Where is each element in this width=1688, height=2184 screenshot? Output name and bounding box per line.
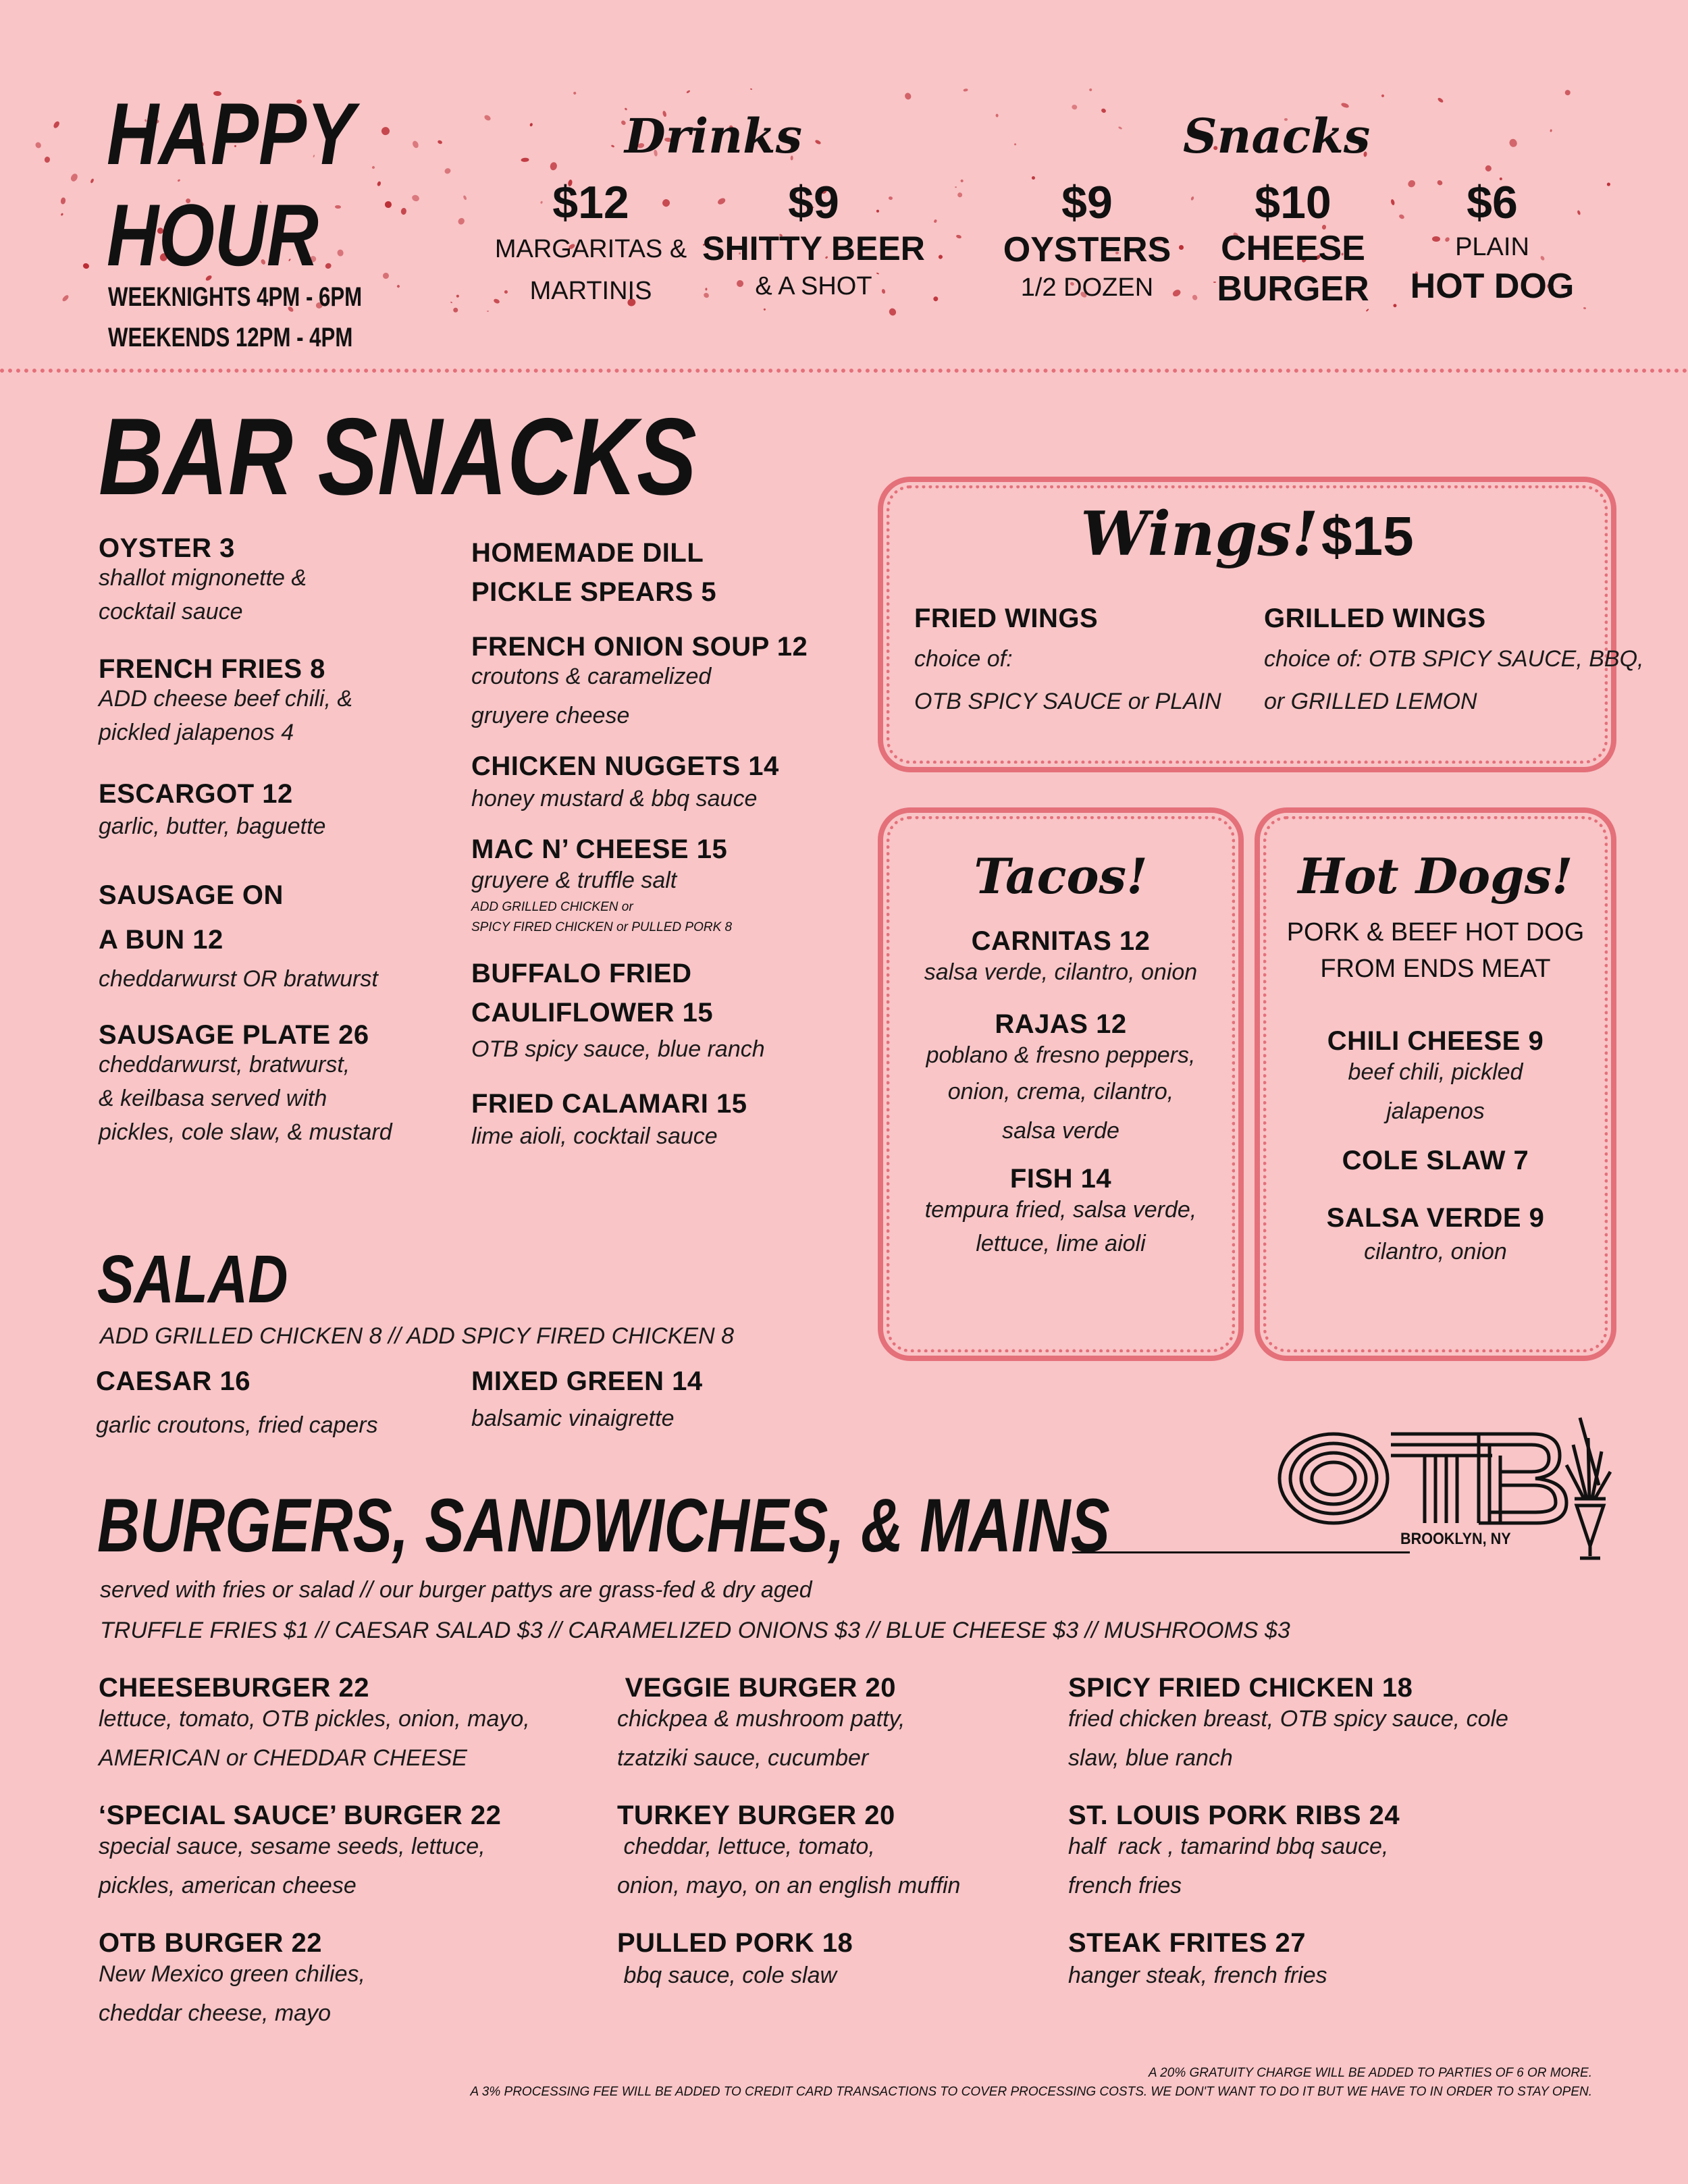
- menu-item-name: CHICKEN NUGGETS 14: [471, 751, 779, 781]
- tacos-content: [878, 843, 1244, 1260]
- mains-sides: TRUFFLE FRIES $1 // CAESAR SALAD $3 // CARAMELIZED ONIONS $3 // BLUE CHEESE $3 // MUSHROOMS $3: [100, 1618, 1290, 1643]
- splatter-dot: [44, 157, 51, 163]
- hh-line2: HOT DOG: [1410, 267, 1575, 306]
- menu-item-desc: honey mustard & bbq sauce: [471, 786, 758, 811]
- splatter-dot: [1392, 303, 1397, 308]
- menu-item-desc: cheddar, lettuce, tomato,: [617, 1834, 875, 1859]
- happy-hour-title-line1: HAPPY: [107, 84, 355, 183]
- hh-line1: OYSTERS: [1003, 230, 1171, 269]
- footer-gratuity: A 20% GRATUITY CHARGE WILL BE ADDED TO PARTIES OF 6 OR MORE.: [1148, 2066, 1592, 2080]
- splatter-dot: [1117, 126, 1122, 130]
- splatter-dot: [1014, 143, 1017, 146]
- menu-item-name: ESCARGOT 12: [99, 779, 293, 809]
- splatter-dot: [70, 173, 79, 183]
- menu-item-desc: shallot mignonette &: [99, 565, 307, 591]
- menu-item-desc: tzatziki sauce, cucumber: [617, 1745, 869, 1771]
- menu-item-desc: pickles, cole slaw, & mustard: [99, 1119, 392, 1145]
- menu-item-desc: onion, crema, cilantro,: [947, 1079, 1174, 1104]
- hh-drink-beer: [702, 177, 925, 304]
- splatter-dot: [934, 219, 938, 223]
- splatter-dot: [1072, 104, 1078, 110]
- hh-snack-hotdog: [1404, 177, 1580, 307]
- menu-item-desc: cilantro, onion: [1364, 1239, 1507, 1264]
- splatter-dot: [957, 191, 964, 198]
- splatter-dot: [456, 217, 466, 226]
- splatter-dot: [550, 161, 558, 170]
- hh-line1: MARGARITAS &: [494, 235, 687, 263]
- hh-line2: BURGER: [1217, 269, 1369, 309]
- menu-item-name: OTB BURGER 22: [99, 1928, 322, 1958]
- menu-item-desc: cheddarwurst OR bratwurst: [99, 966, 378, 992]
- menu-item-name: A BUN 12: [99, 925, 223, 955]
- menu-item-name: FISH 14: [1009, 1164, 1112, 1194]
- splatter-dot: [62, 294, 70, 302]
- splatter-dot: [521, 158, 529, 162]
- wings-heading: [878, 498, 1616, 570]
- splatter-dot: [1390, 198, 1396, 205]
- splatter-dot: [529, 122, 533, 127]
- splatter-dot: [483, 114, 492, 122]
- splatter-dot: [412, 140, 420, 149]
- menu-item-desc: ADD cheese beef chili, &: [99, 686, 353, 712]
- snacks-heading: Snacks: [1183, 108, 1371, 164]
- menu-item-name: FRENCH ONION SOUP 12: [471, 632, 808, 662]
- splatter-dot: [1088, 88, 1092, 91]
- splatter-dot: [82, 263, 90, 270]
- menu-item-desc: New Mexico green chilies,: [99, 1961, 365, 1987]
- menu-item-name: COLE SLAW 7: [1342, 1146, 1529, 1175]
- menu-item-desc: salsa verde, cilantro, onion: [924, 959, 1198, 985]
- splatter-dot: [396, 284, 400, 288]
- menu-item-desc: & keilbasa served with: [99, 1086, 327, 1111]
- splatter-dot: [932, 296, 938, 302]
- hh-line2: 1/2 DOZEN: [1020, 273, 1154, 302]
- salad-title: SALAD: [97, 1242, 288, 1317]
- splatter-dot: [52, 120, 60, 129]
- splatter-dot: [335, 205, 341, 209]
- menu-item-desc: fried chicken breast, OTB spicy sauce, cole: [1068, 1706, 1508, 1732]
- menu-item-desc: half rack , tamarind bbq sauce,: [1068, 1834, 1389, 1859]
- menu-item-name: FRIED WINGS: [914, 604, 1099, 633]
- menu-item-desc: cheddar cheese, mayo: [99, 2000, 331, 2026]
- splatter-dot: [955, 186, 957, 188]
- splatter-dot: [34, 141, 43, 149]
- splatter-dot: [888, 307, 897, 317]
- happy-hour-weeknights: WEEKNIGHTS 4PM - 6PM: [108, 282, 363, 312]
- menu-item-desc: poblano & fresno peppers,: [926, 1042, 1196, 1068]
- splatter-dot: [337, 249, 344, 257]
- menu-item-name: CHILI CHEESE 9: [1327, 1026, 1544, 1056]
- wings-title: Wings!: [1080, 498, 1319, 570]
- menu-item-name: CAULIFLOWER 15: [471, 998, 714, 1028]
- hh-price: $9: [788, 177, 839, 228]
- menu-item-desc: or GRILLED LEMON: [1264, 689, 1477, 714]
- menu-item-name: SPICY FRIED CHICKEN 18: [1068, 1673, 1413, 1703]
- hh-line2: MARTINIS: [529, 277, 652, 305]
- menu-item-name: PICKLE SPEARS 5: [471, 577, 717, 607]
- menu-item-desc: hanger steak, french fries: [1068, 1963, 1327, 1988]
- menu-item-desc: lettuce, lime aioli: [976, 1231, 1146, 1256]
- splatter-dot: [1190, 196, 1194, 201]
- splatter-dot: [400, 208, 406, 215]
- splatter-dot: [487, 310, 489, 311]
- hh-price: $6: [1467, 177, 1518, 228]
- menu-item-desc: AMERICAN or CHEDDAR CHEESE: [99, 1745, 467, 1771]
- hh-line1: CHEESE: [1221, 229, 1365, 268]
- menu-item-desc: gruyere cheese: [471, 703, 630, 728]
- menu-item-desc: special sauce, sesame seeds, lettuce,: [99, 1834, 485, 1859]
- splatter-dot: [611, 144, 615, 148]
- mains-col1: [99, 1673, 530, 2033]
- menu-item-name: VEGGIE BURGER 20: [617, 1673, 897, 1703]
- splatter-dot: [438, 140, 444, 145]
- menu-item-name: TURKEY BURGER 20: [617, 1801, 895, 1830]
- menu-item-desc: lime aioli, cocktail sauce: [471, 1123, 718, 1149]
- otb-logo-location: BROOKLYN, NY: [1400, 1530, 1511, 1548]
- bar-snacks-title: BAR SNACKS: [99, 396, 697, 518]
- happy-hour-weekends: WEEKENDS 12PM - 4PM: [108, 323, 353, 352]
- splatter-dot: [960, 179, 964, 182]
- splatter-dot: [1381, 94, 1385, 98]
- menu-item-desc: pickled jalapenos 4: [99, 720, 294, 745]
- splatter-dot: [61, 197, 66, 204]
- splatter-dot: [1565, 89, 1571, 95]
- menu-item-name: OYSTER 3: [99, 533, 235, 563]
- mains-title-underline: [1072, 1551, 1410, 1553]
- menu-item-name: PULLED PORK 18: [617, 1928, 853, 1958]
- splatter-dot: [1508, 138, 1518, 148]
- happy-hour-title-line2: HOUR: [107, 186, 319, 284]
- hh-line1: SHITTY BEER: [702, 230, 925, 267]
- menu-item-name: HOMEMADE DILL: [471, 538, 704, 568]
- menu-item-name: SAUSAGE PLATE 26: [99, 1020, 369, 1050]
- splatter-dot: [764, 308, 766, 311]
- menu-item-desc: slaw, blue ranch: [1068, 1745, 1233, 1771]
- splatter-dot: [411, 194, 421, 203]
- menu-item-desc: gruyere & truffle salt: [471, 868, 677, 893]
- mains-note: served with fries or salad // our burger pattys are grass-fed & dry aged: [100, 1577, 812, 1603]
- splatter-dot: [573, 91, 577, 95]
- splatter-dot: [750, 88, 753, 90]
- drinks-heading: Drinks: [625, 108, 802, 164]
- splatter-dot: [385, 201, 392, 208]
- menu-item-name: FRENCH FRIES 8: [99, 654, 325, 684]
- menu-item-desc: chickpea & mushroom patty,: [617, 1706, 905, 1732]
- splatter-dot: [1101, 108, 1107, 114]
- mains-col2: [617, 1673, 960, 1995]
- tacos-title: Tacos!: [974, 847, 1148, 905]
- splatter-dot: [1583, 307, 1586, 309]
- splatter-dot: [90, 178, 95, 184]
- splatter-dot: [1438, 97, 1444, 103]
- hh-snack-cheeseburger: [1195, 177, 1391, 309]
- hh-snack-oysters: [986, 177, 1188, 304]
- menu-item-desc: garlic, butter, baguette: [99, 814, 326, 839]
- menu-item-desc: cocktail sauce: [99, 599, 243, 624]
- splatter-dot: [963, 88, 968, 92]
- menu-item-desc: bbq sauce, cole slaw: [617, 1963, 837, 1988]
- menu-item-desc: french fries: [1068, 1873, 1182, 1898]
- menu-item-desc: OTB spicy sauce, blue ranch: [471, 1036, 765, 1062]
- menu-item-desc: balsamic vinaigrette: [471, 1406, 675, 1431]
- hh-price: $10: [1255, 177, 1331, 228]
- hh-line2: & A SHOT: [755, 272, 872, 300]
- menu-item-name: FRIED CALAMARI 15: [471, 1089, 747, 1119]
- hh-line1: PLAIN: [1455, 233, 1529, 261]
- splatter-dot: [456, 295, 459, 298]
- splatter-dot: [371, 165, 375, 169]
- splatter-dot: [938, 255, 943, 260]
- menu-item-name: MIXED GREEN 14: [471, 1366, 703, 1396]
- menu-item-name: ‘SPECIAL SAUCE’ BURGER 22: [99, 1801, 502, 1830]
- mains-col3: [1068, 1673, 1508, 1995]
- hot-dogs-subtitle: FROM ENDS MEAT: [1320, 955, 1551, 983]
- wings-grilled: [1264, 604, 1643, 722]
- menu-item-name: CAESAR 16: [96, 1366, 251, 1396]
- bar-snacks-col1: [99, 533, 450, 1149]
- splatter-dot: [325, 263, 332, 270]
- splatter-dot: [463, 195, 468, 201]
- bar-snacks-col2: [471, 533, 849, 1156]
- menu-item-desc: beef chili, pickled: [1348, 1059, 1523, 1085]
- menu-item-name: SAUSAGE ON: [99, 880, 284, 910]
- splatter-dot: [453, 308, 458, 313]
- menu-item-desc: cheddarwurst, bratwurst,: [99, 1052, 350, 1077]
- splatter-dot: [955, 234, 961, 239]
- menu-item-desc: jalapenos: [1386, 1098, 1485, 1124]
- hh-price: $9: [1061, 177, 1113, 228]
- menu-item-name: MAC N’ CHEESE 15: [471, 834, 728, 864]
- menu-item-desc: OTB SPICY SAUCE or PLAIN: [914, 689, 1221, 714]
- hot-dogs-title: Hot Dogs!: [1298, 847, 1573, 905]
- menu-item-desc: lettuce, tomato, OTB pickles, onion, mayo,: [99, 1706, 530, 1732]
- salad-addons: ADD GRILLED CHICKEN 8 // ADD SPICY FIRED CHICKEN 8: [100, 1323, 734, 1349]
- splatter-dot: [377, 182, 381, 187]
- section-divider: [0, 369, 1688, 373]
- wings-fried: [914, 604, 1221, 722]
- menu-item-name: GRILLED WINGS: [1264, 604, 1486, 633]
- menu-item-addon: ADD GRILLED CHICKEN or: [471, 900, 633, 914]
- menu-item-addon: SPICY FIRED CHICKEN or PULLED PORK 8: [471, 920, 733, 934]
- menu-item-desc: choice of:: [914, 646, 1013, 672]
- splatter-dot: [1607, 182, 1611, 186]
- splatter-dot: [61, 213, 64, 216]
- menu-item-name: RAJAS 12: [995, 1009, 1127, 1039]
- menu-item-desc: onion, mayo, on an english muffin: [617, 1873, 961, 1898]
- menu-item-desc: pickles, american cheese: [99, 1873, 357, 1898]
- menu-item-name: SALSA VERDE 9: [1326, 1203, 1545, 1233]
- menu-item-desc: tempura fried, salsa verde,: [924, 1197, 1197, 1223]
- mains-title: BURGERS, SANDWICHES, & MAINS: [97, 1483, 1110, 1568]
- splatter-dot: [1484, 165, 1492, 173]
- menu-item-name: CARNITAS 12: [971, 926, 1151, 956]
- splatter-dot: [814, 139, 821, 144]
- footer-processing-fee: A 3% PROCESSING FEE WILL BE ADDED TO CREDIT CARD TRANSACTIONS TO COVER PROCESSING COSTS. WE DON'T WANT TO DO IT BUT WE HAVE TO IN ORDER TO STAY OPEN.: [470, 2085, 1592, 2099]
- hh-drink-margaritas: [493, 177, 689, 312]
- menu-item-name: ST. LOUIS PORK RIBS 24: [1068, 1801, 1400, 1830]
- menu-item-name: CHEESEBURGER 22: [99, 1673, 369, 1703]
- menu-item-desc: choice of: OTB SPICY SAUCE, BBQ,: [1264, 646, 1644, 672]
- menu-item-desc: garlic croutons, fried capers: [96, 1412, 378, 1438]
- menu-item-name: STEAK FRITES 27: [1068, 1928, 1307, 1958]
- splatter-dot: [450, 301, 453, 303]
- splatter-dot: [904, 92, 912, 101]
- splatter-dot: [383, 273, 390, 279]
- hot-dogs-content: [1255, 843, 1616, 1271]
- splatter-dot: [443, 167, 451, 174]
- hot-dogs-subtitle: PORK & BEEF HOT DOG: [1286, 918, 1585, 947]
- menu-item-name: BUFFALO FRIED: [471, 959, 692, 988]
- splatter-dot: [380, 126, 392, 137]
- wings-price: $15: [1321, 506, 1414, 567]
- splatter-dot: [686, 89, 691, 93]
- menu-item-desc: croutons & caramelized: [471, 664, 712, 689]
- otb-logo-text: [1269, 1404, 1271, 1405]
- splatter-dot: [995, 114, 999, 117]
- splatter-dot: [1550, 130, 1552, 133]
- hh-price: $12: [552, 177, 629, 228]
- menu-item-desc: salsa verde: [1002, 1118, 1119, 1144]
